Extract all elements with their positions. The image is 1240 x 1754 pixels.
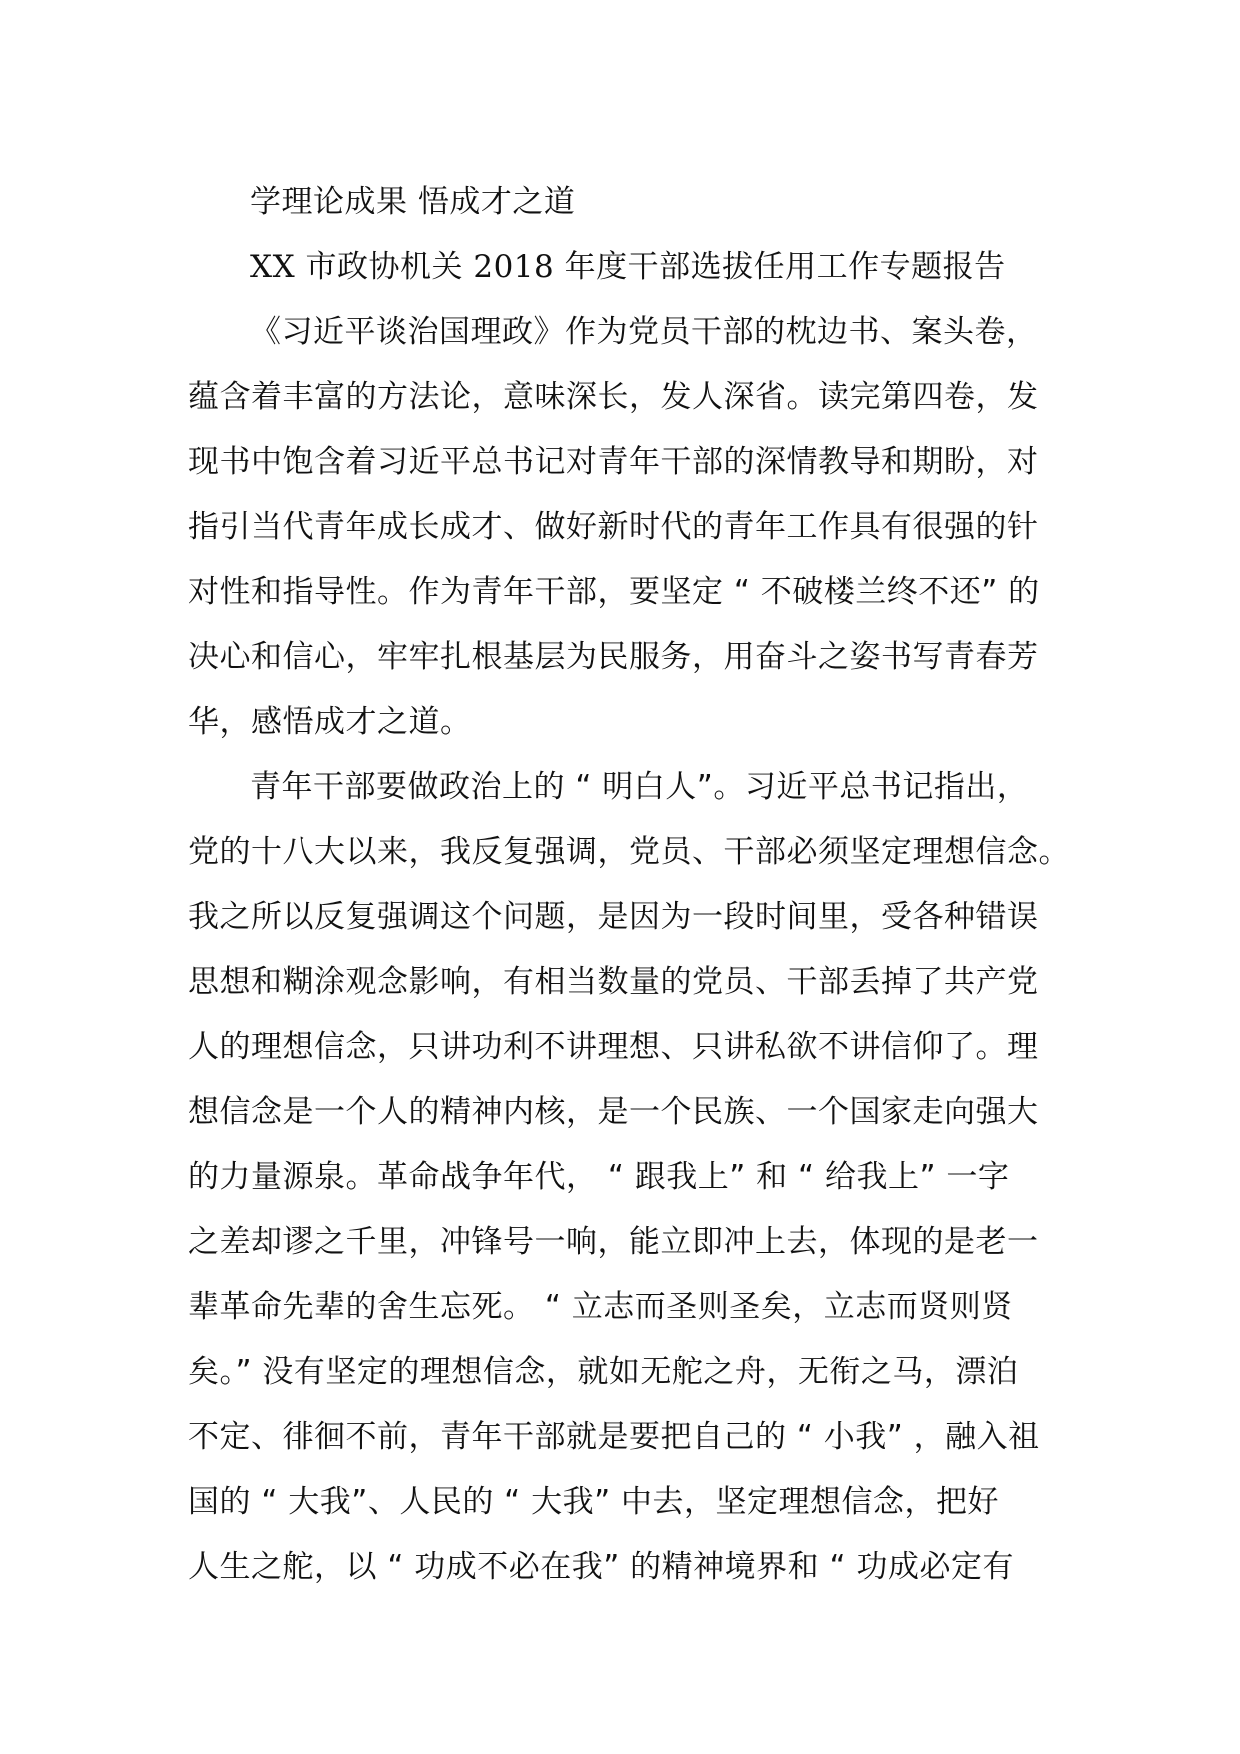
- paragraph-line: 决心和信心，牢牢扎根基层为民服务，用奋斗之姿书写青春芳: [188, 639, 1039, 675]
- paragraph-line: 蕴含着丰富的方法论，意味深长，发人深省。读完第四卷，发: [188, 379, 1039, 415]
- paragraph-line: 之差却谬之千里，冲锋号一响，能立即冲上去，体现的是老一: [188, 1224, 1039, 1260]
- paragraph-2: [188, 755, 1068, 1600]
- paragraph-line: 现书中饱含着习近平总书记对青年干部的深情教导和期盼，对: [188, 444, 1039, 480]
- paragraph-line: 华，感悟成才之道。: [188, 704, 472, 740]
- paragraph-line: 想信念是一个人的精神内核，是一个民族、一个国家走向强大: [188, 1094, 1039, 1130]
- paragraph-line: 《习近平谈治国理政》作为党员干部的枕边书、案头卷，: [250, 314, 1038, 350]
- paragraph-line: 思想和糊涂观念影响，有相当数量的党员、干部丢掉了共产党: [188, 964, 1039, 1000]
- paragraph-line: 指引当代青年成长成才、做好新时代的青年工作具有很强的针: [188, 509, 1039, 545]
- paragraph-line: 我之所以反复强调这个问题，是因为一段时间里，受各种错误: [188, 899, 1039, 935]
- paragraph-line: 不定、徘徊不前，青年干部就是要把自己的 “ 小我” ，融入祖: [188, 1419, 1040, 1455]
- paragraph-line: 的力量源泉。革命战争年代， “ 跟我上” 和 “ 给我上” 一字: [188, 1159, 1010, 1195]
- document-body: [188, 170, 1068, 1600]
- paragraph-line: 人的理想信念，只讲功利不讲理想、只讲私欲不讲信仰了。理: [188, 1029, 1039, 1065]
- document-subtitle: XX 市政协机关 2018 年度干部选拔任用工作专题报告: [250, 249, 1006, 285]
- paragraph-line: 辈革命先辈的舍生忘死。 “ 立志而圣则圣矣，立志而贤则贤: [188, 1289, 1013, 1325]
- paragraph-line: 人生之舵，以 “ 功成不必在我” 的精神境界和 “ 功成必定有: [188, 1549, 1014, 1585]
- paragraph-line: 对性和指导性。作为青年干部，要坚定 “ 不破楼兰终不还” 的: [188, 574, 1040, 610]
- paragraph-line: 青年干部要做政治上的 “ 明白人”。习近平总书记指出，: [250, 769, 1029, 805]
- paragraph-line: 矣。” 没有坚定的理想信念，就如无舵之舟，无衔之马，漂泊: [188, 1354, 1019, 1390]
- paragraph-1: [188, 300, 1068, 755]
- document-title: 学理论成果 悟成才之道: [250, 184, 576, 220]
- paragraph-line: 党的十八大以来，我反复强调，党员、干部必须坚定理想信念。: [188, 834, 1070, 870]
- paragraph-line: 国的 “ 大我”、人民的 “ 大我” 中去，坚定理想信念，把好: [188, 1484, 1000, 1520]
